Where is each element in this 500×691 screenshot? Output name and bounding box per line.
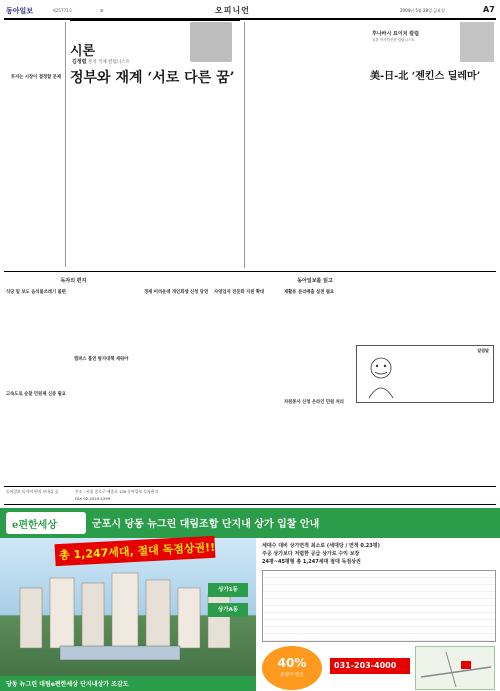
letter-title: 재활용 분리배출 실천 필요 [284,290,335,295]
guest-column-byline: 일본 아사히신문 칼럼니스트 [372,38,415,42]
letter-body [284,300,350,395]
ad-discount-badge [262,646,322,690]
left-column-subhead: 투자는 시장이 결정할 문제 [10,75,62,80]
sirogun-body-col-1 [70,88,125,268]
letter-title: 고속도로 순찰 민원제 신중 필요 [6,392,66,397]
guest-column-body-2 [434,86,494,268]
letter-body [356,408,422,483]
ad-discount: 40% [277,656,307,670]
ad-info-table [262,570,496,642]
ad-bullet-3: 24평~45평형 총 1,247세대 절대 독점상권 [262,559,361,565]
cartoon-illustration [361,352,401,400]
ad-discount-label: 분양가 할인 [280,673,304,678]
ad-badge-1: 상가1동 [208,583,248,597]
left-column-text-1 [6,22,64,92]
footer-note-2: 주소 : 서울 종로구 세종로 139 동아일보 독자편지 [75,489,158,494]
ad-caption-bar [0,676,256,691]
sirogun-body-col-3 [186,88,241,268]
issue-number: 제25772호 [52,8,73,13]
letter-body [74,367,140,482]
section-title: 오피니언 [215,6,250,15]
ad-map-illustration [416,647,496,691]
cartoon-box [356,345,494,403]
sirogun-author [72,58,130,65]
footer-rule-bottom [4,504,496,505]
sirogun-author-name: 김정렴 [72,59,87,65]
letter-body [6,300,71,385]
newspaper-logo: 동아일보 [6,7,34,15]
sirogun-author-photo [190,22,232,62]
footer-note-3: FAX 02-2020-1299 [75,496,111,501]
reader-review-title: 동아일보를 읽고 [297,278,333,284]
letter-title: 자영업자 전문화 지원 확대 [214,290,265,295]
letter-title: 캠퍼스 흡연 방지대책 세워야 [74,357,129,362]
ad-info [262,542,496,566]
footer-rule [4,486,496,487]
ad-badge-2: 상가A동 [208,603,248,617]
reader-section-rule [4,271,496,272]
sirogun-title: 정부와 재계 ‘서로 다른 꿈’ [70,70,235,86]
ad-phone: 031-203-4000 [334,661,397,670]
center-column-2 [307,22,364,268]
ad-bullet-1: 세대수 대비 상가면적 최소로 (세대당 / 면적 0.23평) [262,543,380,549]
reader-letters-title: 독자의 편지 [60,278,87,284]
sirogun-label: 시론 [70,44,96,59]
cartoon-text [405,354,491,400]
ad-headline: 군포시 당동 뉴그린 대림조합 단지내 상가 입찰 안내 [92,519,320,530]
footer-note-1: 동아일보 독자의 편지 보내실 곳 [6,489,59,494]
letter-body [426,408,494,483]
page-number: A7 [483,5,495,14]
sirogun-rule [70,20,240,21]
center-column-1 [248,22,305,268]
sirogun-author-title: 본지 국제 칼럼니스트 [87,60,130,65]
reader-review-header [250,277,380,284]
ad-brand-box [6,512,86,534]
ad-building-image [0,538,256,691]
letter-body [424,290,494,342]
ad-caption: 당동 뉴그린 대림e편한세상 단지내상가 조감도 [6,681,129,688]
letter-title: 경제 어려운데 개인회생 신청 당연 [144,290,209,295]
guest-column-label: 후나바시 요이치 칼럼 [372,31,419,37]
guest-author-photo [460,22,494,62]
ad-brand: e편한세상 [12,520,58,531]
issue-date: 2004년 5월 28일 금요일 [400,8,445,13]
letter-title: 자원봉사 신청 온라인 민원 처리 [284,400,344,405]
letter-body [144,300,210,482]
cartoon-label: 알림말 [477,348,489,353]
letter-body [214,300,280,482]
column-divider [65,22,66,267]
sirogun-body-col-2 [128,88,183,268]
letter-body [74,290,140,350]
issue-section-no: ⑤ [100,8,104,13]
column-divider [244,22,245,268]
ad-banner [0,508,500,538]
ad-phone-box [330,658,410,674]
ad-total-text: 총 1,247세대, 절대 독점상권!! [58,540,216,562]
advertisement [0,508,500,691]
letter-body [354,290,420,342]
guest-column-body-1 [370,86,430,268]
guest-column-title: 美-日-北 ‘젠킨스 딜레마’ [370,71,481,82]
guest-column-header [368,22,496,66]
letter-body [6,402,71,482]
letter-title: 식당 밑 보도 음식물쓰레기 불편 [6,290,66,295]
letter-body [284,410,350,482]
ad-map [415,646,495,690]
left-column-text-2 [6,83,64,268]
ad-bullet-2: 주공 상가보다 저렴한 공급 상가로 수익 보장 [262,551,360,557]
reader-letters-header [6,277,141,284]
